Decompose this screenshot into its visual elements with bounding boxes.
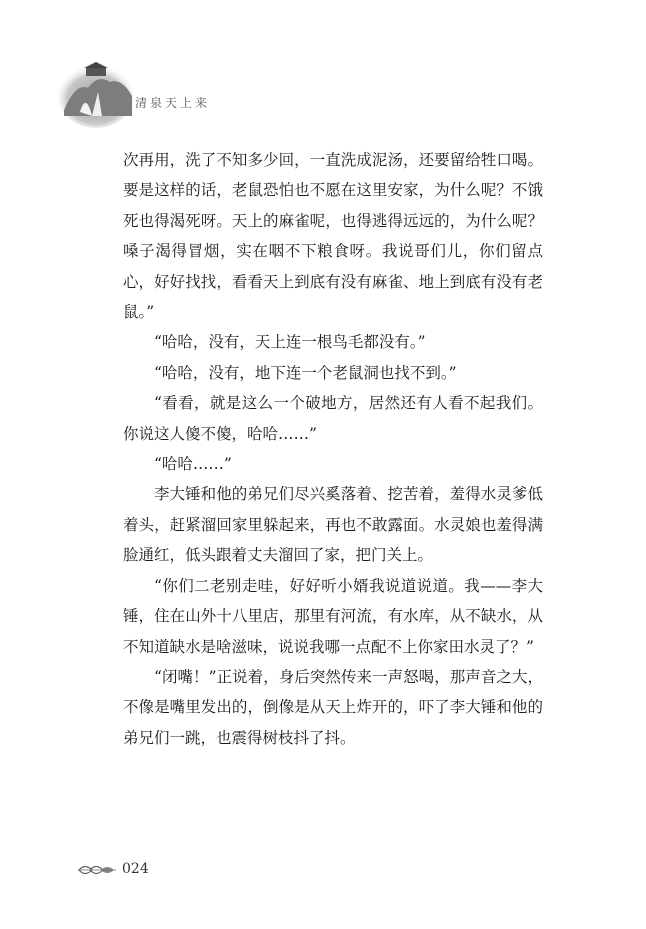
book-title: 清泉天上来: [135, 96, 211, 110]
landscape-ink-icon: [58, 52, 138, 132]
paragraph: “哈哈……”: [154, 455, 232, 474]
paragraph: “你们二老别走哇，好好听小婿我说道说道。我——李大锤，住在山外十八里店，那里有河流，有水库，从不缺水，从不知道缺水是啥滋味，说说我哪一点配不上你家田水灵了？”: [123, 576, 543, 656]
paragraph: “哈哈，没有，地下连一个老鼠洞也找不到。”: [154, 363, 457, 382]
paragraph: 李大锤和他的弟兄们尽兴奚落着、挖苦着，羞得水灵爹低着头，赶紧溜回家里躲起来，再也不敢露面。水灵娘也羞得满脸通红，低头跟着丈夫溜回了家，把门关上。: [123, 485, 543, 565]
body-text: [123, 145, 543, 753]
paragraph: “看看，就是这么一个破地方，居然还有人看不起我们。你说这人傻不傻，哈哈……”: [123, 394, 543, 443]
leaf-ornament-icon: [78, 862, 118, 878]
page-header: [58, 52, 318, 132]
paragraph: 次再用，洗了不知多少回，一直洗成泥汤，还要留给牲口喝。要是这样的话，老鼠恐怕也不愿在这里安家，为什么呢？不饿死也得渴死呀。天上的麻雀呢，也得逃得远远的，为什么呢？嗓子渴得冒烟，实在咽不下粮食呀。我说哥们儿，你们留点心，好好找找，看看天上到底有没有麻雀、地上到底有没有老鼠。”: [123, 151, 543, 322]
paragraph: “哈哈，没有，天上连一根鸟毛都没有。”: [154, 333, 426, 352]
paragraph: “闭嘴！”正说着，身后突然传来一声怒喝，那声音之大，不像是嘴里发出的，倒像是从天上炸开的，吓了李大锤和他的弟兄们一跳，也震得树枝抖了抖。: [123, 667, 543, 747]
page-number: 024: [122, 861, 149, 877]
